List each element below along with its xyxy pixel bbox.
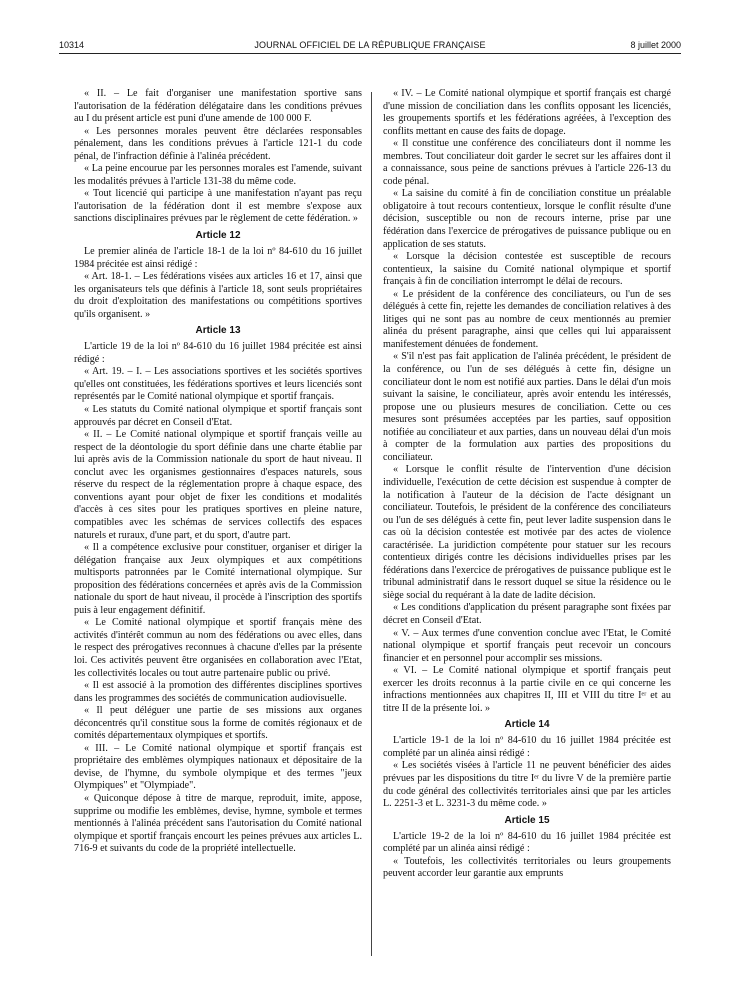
paragraph: « Les statuts du Comité national olympique et sportif français sont approuvés par décret en Conseil d'Etat. xyxy=(74,404,362,428)
paragraph: « V. – Aux termes d'une convention conclue avec l'Etat, le Comité national olympique et sportif français peut recevoir un concours financier et en personnel pour accomplir ses missions. xyxy=(383,627,671,664)
journal-title: JOURNAL OFFICIEL DE LA RÉPUBLIQUE FRANÇAISE xyxy=(254,40,486,50)
article-heading: Article 14 xyxy=(504,719,550,731)
paragraph: « Il a compétence exclusive pour constituer, organiser et diriger la délégation française aux Jeux olympiques et aux compétitions multisports patronnées par le Comité international olympique. Sur proposition des fédérations concernées et après avis de la Commission nationale du sport de haut niveau, il procède à l'inscription des sportifs puis à leur engagement définitif. xyxy=(74,542,362,616)
paragraph: « VI. – Le Comité national olympique et sportif français peut exercer les droits reconnus à la partie civile en ce qui concerne les infractions mentionnées aux chapitres II, III et VIII du titre Iᵉʳ et au titre II de la présente loi. » xyxy=(383,665,671,714)
paragraph: « III. – Le Comité national olympique et sportif français est propriétaire des emblèmes olympiques nationaux et dépositaire de la devise, de l'hymne, du symbole olympique et des termes "jeux Olympiques" et "Olympiade". xyxy=(74,742,362,792)
paragraph: « Lorsque le conflit résulte de l'intervention d'une décision individuelle, l'exécution de cette décision est suspendue à compter de la notification à l'auteur de la décision de l'acte désignant un conciliateur. Toutefois, le président de la conférence des conciliateurs ou l'un de ses délégués à cette fin, peut lever ladite suspension dans le cas où la décision contestée est motivée par des actes de violence caractérisée. La juridiction compétente pour statuer sur les recours contentieux dirigés contre les décisions individuelles prises par les fédérations dans l'exercice de prérogatives de puissance publique est le tribunal administratif dans le ressort duquel se situe la résidence ou le siège social du requérant à la date de ladite décision. xyxy=(383,464,671,601)
paragraph: « Le Comité national olympique et sportif français mène des activités d'intérêt commun au nom des fédérations ou avec elles, dans le respect des prérogatives reconnues à chacune d'elles par la présente loi. Ces activités peuvent être organisées en collaboration avec l'Etat, les collectivités locales ou tout autre partenaire public ou privé. xyxy=(74,617,362,679)
article-heading: Article 12 xyxy=(195,230,241,242)
paragraph: « II. – Le Comité national olympique et sportif français veille au respect de la déontologie du sport définie dans une charte établie par lui après avis de la Commission nationale du sport de haut niveau. Il conclut avec les organismes gestionnaires d'espaces naturels, sous réserve du respect de la réglementation propre à chaque espace, des conventions ayant pour objet de fixer les conditions et modalités d'accès à ces sites pour les pratiques sportives en pleine nature, compatibles avec les schémas de services collectifs des espaces naturels et ruraux, d'une part, et du sport, d'autre part. xyxy=(74,429,362,541)
paragraph: « Toutefois, les collectivités territoriales ou leurs groupements peuvent accorder leur garantie aux emprunts xyxy=(383,855,671,880)
paragraph: « La saisine du comité à fin de conciliation constitue un préalable obligatoire à tout recours contentieux, lorsque le conflit résulte d'une décision, susceptible ou non de recours interne, prise par une fédération dans l'exercice de prérogatives de puissance publique ou en application de ses statuts. xyxy=(383,188,671,250)
paragraph: « Art. 19. – I. – Les associations sportives et les sociétés sportives qu'elles ont constituées, les fédérations sportives et leurs licenciés sont représentés par le Comité national olympique et sportif français. xyxy=(74,366,362,403)
page-header xyxy=(59,40,681,54)
paragraph: Le premier alinéa de l'article 18-1 de la loi nº 84-610 du 16 juillet 1984 précitée est ainsi rédigé : xyxy=(74,246,362,270)
paragraph: « Le président de la conférence des conciliateurs, ou l'un de ses délégués à cette fin, rejette les demandes de conciliation relatives à des litiges qui ne sont pas au nombre de ceux mentionnés au premier alinéa du présent paragraphe, ainsi que celles qui lui apparaissent manifestement dénuées de fondement. xyxy=(383,288,671,350)
paragraph: « Tout licencié qui participe à une manifestation n'ayant pas reçu l'autorisation de la fédération dont il est membre s'expose aux sanctions disciplinaires prévues par le règlement de cette fédération. » xyxy=(74,188,362,225)
publication-date: 8 juillet 2000 xyxy=(630,40,681,50)
paragraph: L'article 19-1 de la loi nº 84-610 du 16 juillet 1984 précitée est complété par un alinéa ainsi rédigé : xyxy=(383,735,671,759)
column-divider xyxy=(371,92,372,956)
header-rule xyxy=(59,53,681,54)
paragraph: « Il constitue une conférence des conciliateurs dont il nomme les membres. Tout conciliateur doit garder le secret sur les affaires dont il a connaissance, sous peine de sanctions prévues à l'article 226-13 du code pénal. xyxy=(383,138,671,187)
paragraph: L'article 19-2 de la loi nº 84-610 du 16 juillet 1984 précitée est complété par un alinéa ainsi rédigé : xyxy=(383,830,671,855)
right-column xyxy=(383,88,671,881)
page-number: 10314 xyxy=(59,40,85,50)
paragraph: « Art. 18-1. – Les fédérations visées aux articles 16 et 17, ainsi que les organisateurs tels que définis à l'article 18, sont seuls propriétaires du droit d'exploitation des manifestations ou compétitions sportives qu'ils organisent. » xyxy=(74,271,362,320)
paragraph: « Les personnes morales peuvent être déclarées responsables pénalement, dans les conditions prévues à l'article 121-1 du code pénal, de l'infraction définie à l'alinéa précédent. xyxy=(74,125,362,162)
paragraph: « Les sociétés visées à l'article 11 ne peuvent bénéficier des aides prévues par les dispositions du titre Iᵉʳ du livre V de la première partie du code général des collectivités territoriales ainsi que par les articles L. 2251-3 et L. 3231-3 du même code. » xyxy=(383,760,671,810)
paragraph: « Les conditions d'application du présent paragraphe sont fixées par décret en Conseil d'Etat. xyxy=(383,602,671,626)
article-heading: Article 15 xyxy=(504,814,550,826)
article-heading: Article 13 xyxy=(195,325,241,337)
paragraph: « IV. – Le Comité national olympique et sportif français est chargé d'une mission de conciliation dans les conflits opposant les licenciés, les groupements sportifs et les fédérations agréées, à l'exception des conflits mettant en cause des faits de dopage. xyxy=(383,88,671,137)
paragraph: « La peine encourue par les personnes morales est l'amende, suivant les modalités prévues à l'article 131-38 du même code. xyxy=(74,163,362,187)
paragraph: « Il est associé à la promotion des différentes disciplines sportives dans les programmes des sociétés de communication audiovisuelle. xyxy=(74,680,362,704)
paragraph: « Il peut déléguer une partie de ses missions aux organes déconcentrés qu'il constitue sous la forme de comités régionaux et de comités départementaux olympiques et sportifs. xyxy=(74,705,362,742)
left-column xyxy=(74,88,362,856)
paragraph: L'article 19 de la loi nº 84-610 du 16 juillet 1984 précitée est ainsi rédigé : xyxy=(74,341,362,365)
paragraph: « Quiconque dépose à titre de marque, reproduit, imite, appose, supprime ou modifie les emblèmes, devise, hymne, symbole et termes mentionnés à l'alinéa précédent sans l'autorisation du Comité national olympique et sportif français encourt les peines prévues aux articles L. 716-9 et suivants du code de la propriété intellectuelle. xyxy=(74,792,362,855)
paragraph: « S'il n'est pas fait application de l'alinéa précédent, le président de la conférence, ou l'un de ses délégués à cette fin, désigne un conciliateur dont le nom est notifié aux parties. Dans le délai d'un mois suivant la saisine, le conciliateur, après avoir entendu les intéressés, propose une ou plusieurs mesures de conciliation. Cette ou ces mesures sont présumées acceptées par les parties, sauf opposition notifiée au conciliateur et aux parties, dans un nouveau délai d'un mois à compter de la formulation aux parties des propositions du conciliateur. xyxy=(383,351,671,463)
paragraph: « II. – Le fait d'organiser une manifestation sportive sans l'autorisation de la fédération délégataire dans les conditions prévues au I du présent article est puni d'une amende de 100 000 F. xyxy=(74,88,362,125)
paragraph: « Lorsque la décision contestée est susceptible de recours contentieux, la saisine du Comité national olympique et sportif français à fin de conciliation interrompt le délai de recours. xyxy=(383,251,671,288)
